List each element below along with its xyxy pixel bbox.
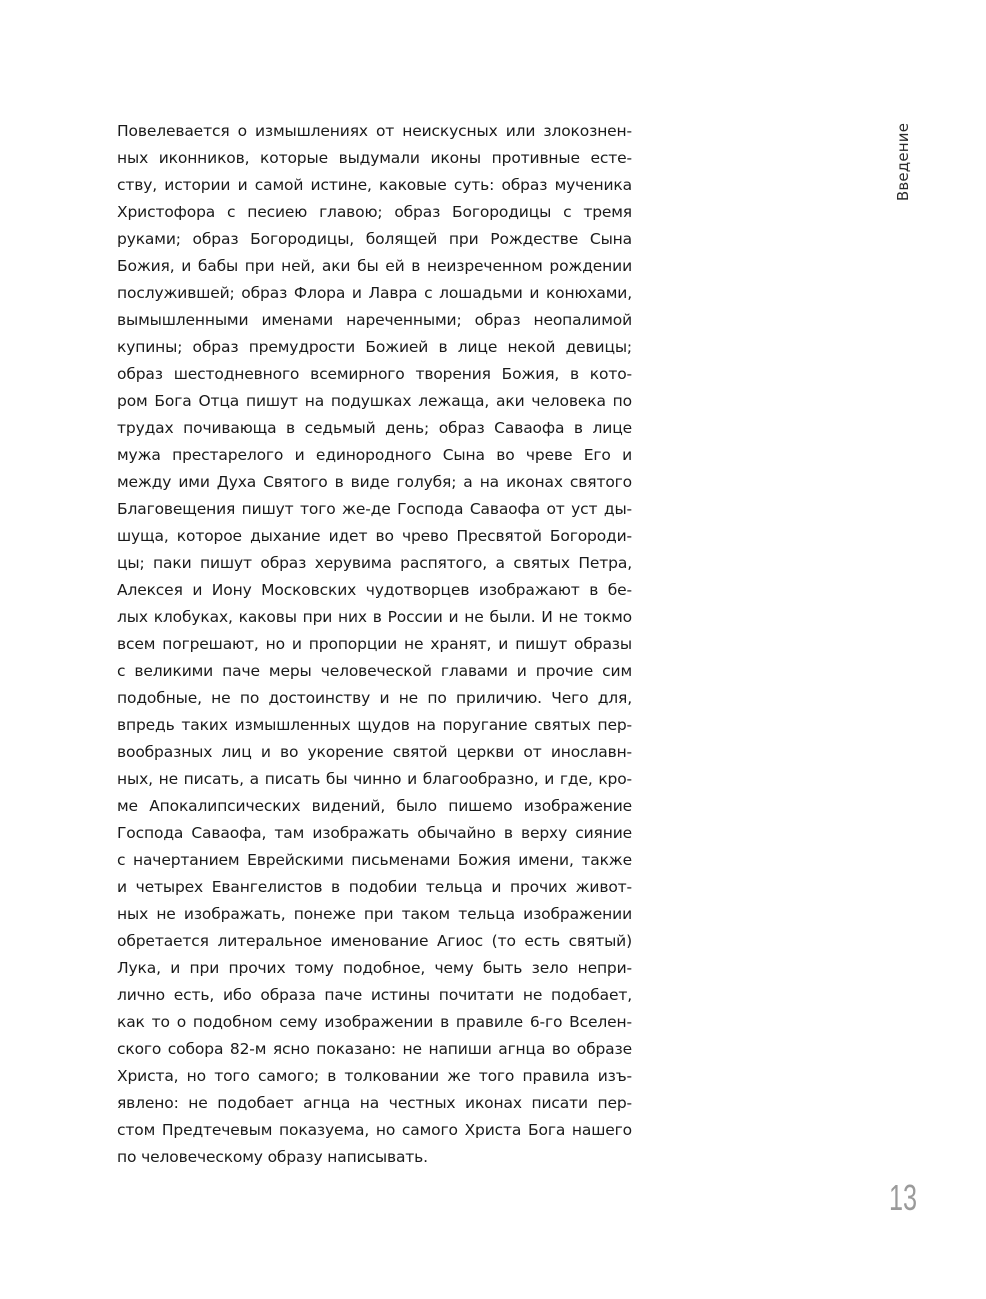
text-line: Христофора с песиею главою; образ Богородицы с тремя — [117, 203, 632, 221]
text-line: между ими Духа Святого в виде голубя; а на иконах святого — [117, 473, 632, 491]
text-line: ского собора 82-м ясно показано: не напиши агнца во образе — [117, 1040, 632, 1058]
text-line: вообразных лиц и во укорение святой церкви от инославн- — [117, 743, 632, 761]
text-line: ром Бога Отца пишут на подушках лежаща, аки человека по — [117, 392, 632, 410]
running-head-label: Введение — [894, 122, 912, 202]
text-line: с начертанием Еврейскими письменами Божия имени, также — [117, 851, 632, 869]
text-line: мужа престарелого и единородного Сына во чреве Его и — [117, 446, 632, 464]
text-line: шуща, которое дыхание идет во чрево Пресвятой Богороди- — [117, 527, 632, 545]
text-line: ных не изображать, понеже при таком тельца изображении — [117, 905, 632, 923]
text-line: Божия, и бабы при ней, аки бы ей в неизреченном рождении — [117, 257, 632, 275]
text-line: ству, истории и самой истине, каковые суть: образ мученика — [117, 176, 632, 194]
text-line: впредь таких измышленных щудов на поругание святых пер- — [117, 716, 632, 734]
text-line: лично есть, ибо образа паче истины почитати не подобает, — [117, 986, 632, 1004]
text-line: послужившей; образ Флора и Лавра с лошадьми и конюхами, — [117, 284, 632, 302]
text-line: по человеческому образу написывать. — [117, 1148, 428, 1166]
text-line: ме Апокалипсических видений, было пишемо изображение — [117, 797, 632, 815]
page-number: 13 — [888, 1177, 918, 1218]
text-line: цы; паки пишут образ херувима распятого, а святых Петра, — [117, 554, 632, 572]
text-line: ных, не писать, а писать бы чинно и благообразно, и где, кро- — [117, 770, 632, 788]
text-line: Христа, но того самого; в толковании же того правила изъ- — [117, 1067, 632, 1085]
text-line: вымышленными именами нареченными; образ неопалимой — [117, 311, 632, 329]
text-line: лых клобуках, каковы при них в России и не были. И не токмо — [117, 608, 632, 626]
text-line: образ шестодневного всемирного творения Божия, в кото- — [117, 365, 632, 383]
text-line: с великими паче меры человеческой главами и прочие сим — [117, 662, 632, 680]
text-line: явлено: не подобает агнца на честных иконах писати пер- — [117, 1094, 632, 1112]
text-line: обретается литеральное именование Агиос (то есть святый) — [117, 932, 632, 950]
text-line: и четырех Евангелистов в подобии тельца и прочих живот- — [117, 878, 632, 896]
running-head — [888, 112, 918, 212]
text-line: Алексея и Иону Московских чудотворцев изображают в бе- — [117, 581, 632, 599]
text-line: всем погрешают, но и пропорции не хранят, и пишут образы — [117, 635, 632, 653]
text-line: Благовещения пишут того же-де Господа Саваофа от уст ды- — [117, 500, 632, 518]
text-line: Повелевается о измышлениях от неискусных или злокознен- — [117, 122, 632, 140]
text-line: трудах почивающа в седьмый день; образ Саваофа в лице — [117, 419, 632, 437]
text-line: Господа Саваофа, там изображать обычайно в верху сияние — [117, 824, 632, 842]
text-line: купины; образ премудрости Божией в лице некой девицы; — [117, 338, 632, 356]
text-line: Лука, и при прочих тому подобное, чему быть зело непри- — [117, 959, 632, 977]
text-line: ных иконников, которые выдумали иконы противные есте- — [117, 149, 632, 167]
text-line: как то о подобном сему изображении в правиле 6-го Вселен- — [117, 1013, 632, 1031]
body-text — [117, 118, 632, 1171]
text-line: стом Предтечевым показуема, но самого Христа Бога нашего — [117, 1121, 632, 1139]
text-line: подобные, не по достоинству и не по приличию. Чего для, — [117, 689, 632, 707]
text-line: руками; образ Богородицы, болящей при Рождестве Сына — [117, 230, 632, 248]
